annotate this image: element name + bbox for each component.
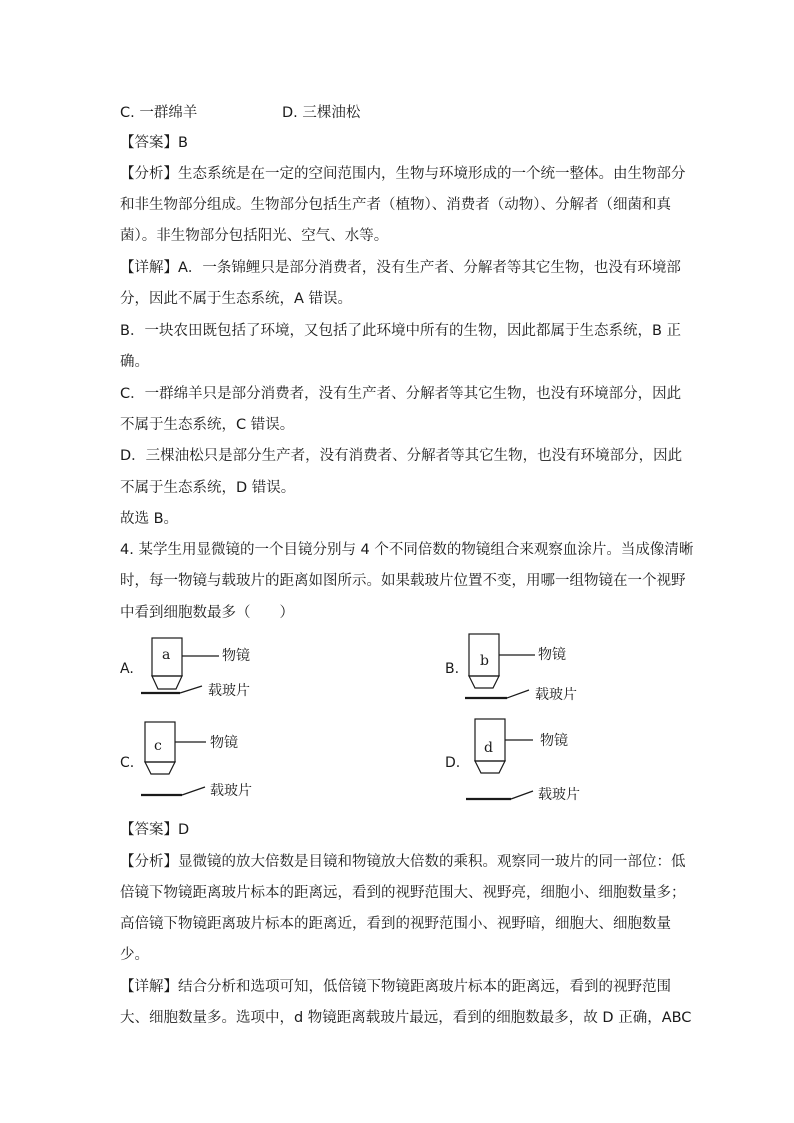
slide-label-c: 载玻片 [210, 783, 252, 799]
objective-d-drawing [466, 719, 533, 799]
lens-c-label: c [154, 738, 162, 754]
option-d-letter: D. [445, 755, 461, 771]
q3-detail-line: C．一群绵羊只是部分消费者，没有生产者、分解者等其它生物，也没有环境部分，因此 [120, 386, 682, 402]
objective-label-d: 物镜 [540, 733, 568, 749]
objective-label-b: 物镜 [538, 647, 566, 663]
q3-detail-line: 不属于生态系统，D 错误。 [120, 480, 296, 496]
q3-answer: 【答案】B [120, 135, 188, 151]
q3-detail-line: B．一块农田既包括了环境，又包括了此环境中所有的生物，因此都属于生态系统，B 正 [120, 323, 682, 339]
q4-analysis-line: 【分析】显微镜的放大倍数是目镜和物镜放大倍数的乘积。观察同一玻片的同一部位：低 [120, 854, 686, 870]
option-a-letter: A. [120, 661, 134, 677]
slide-label-b: 载玻片 [535, 687, 577, 703]
q4-stem-line: 4. 某学生用显微镜的一个目镜分别与 4 个不同倍数的物镜组合来观察血涂片。当成像清晰 [120, 542, 694, 558]
q3-analysis-line: 和非生物部分组成。生物部分包括生产者（植物）、消费者（动物）、分解者（细菌和真 [120, 197, 671, 213]
q3-detail-line: 分，因此不属于生态系统，A 错误。 [120, 291, 353, 307]
slide-label-a: 载玻片 [208, 683, 250, 699]
q4-detail-line: 大、细胞数量多。选项中，d 物镜距离载玻片最远，看到的细胞数最多，故 D 正确，ABC [120, 1010, 692, 1026]
q4-analysis-line: 少。 [120, 947, 149, 963]
q4-answer: 【答案】D [120, 822, 190, 838]
slide-label-d: 载玻片 [538, 787, 580, 803]
objective-c-drawing [141, 722, 206, 795]
q4-stem-line: 中看到细胞数最多（ ） [120, 605, 294, 621]
objective-label-a: 物镜 [222, 648, 250, 664]
q4-analysis-line: 高倍镜下物镜距离玻片标本的距离近，看到的视野范围小、视野暗，细胞大、细胞数量 [120, 916, 671, 932]
option-c-letter: C. [120, 755, 135, 771]
option-b-letter: B. [445, 661, 460, 677]
objective-label-c: 物镜 [210, 735, 238, 751]
q3-detail-line: 【详解】A．一条锦鲤只是部分消费者，没有生产者、分解者等其它生物，也没有环境部 [120, 260, 681, 276]
q3-analysis-line: 菌）。非生物部分包括阳光、空气、水等。 [120, 228, 389, 244]
q4-stem-line: 时，每一物镜与载玻片的距离如图所示。如果载玻片位置不变，用哪一组物镜在一个视野 [120, 573, 686, 589]
q3-analysis-line: 【分析】生态系统是在一定的空间范围内，生物与环境形成的一个统一整体。由生物部分 [120, 166, 686, 182]
lens-d-label: d [484, 740, 493, 756]
objective-b-drawing [465, 634, 535, 698]
q4-analysis-line: 倍镜下物镜距离玻片标本的距离远，看到的视野范围大、视野亮，细胞小、细胞数量多； [120, 885, 686, 901]
lens-a-label: a [162, 647, 171, 663]
q3-detail-line: 确。 [120, 354, 149, 370]
q3-detail-line: D．三棵油松只是部分生产者，没有消费者、分解者等其它生物，也没有环境部分，因此 [120, 448, 683, 464]
option-c-text: C. 一群绵羊 [120, 105, 198, 121]
q3-detail-line: 不属于生态系统，C 错误。 [120, 417, 295, 433]
option-d-text: D. 三棵油松 [282, 105, 361, 121]
q3-conclusion: 故选 B。 [120, 511, 179, 527]
lens-b-label: b [480, 653, 489, 669]
q4-detail-line: 【详解】结合分析和选项可知，低倍镜下物镜距离玻片标本的距离远，看到的视野范围 [120, 979, 671, 995]
